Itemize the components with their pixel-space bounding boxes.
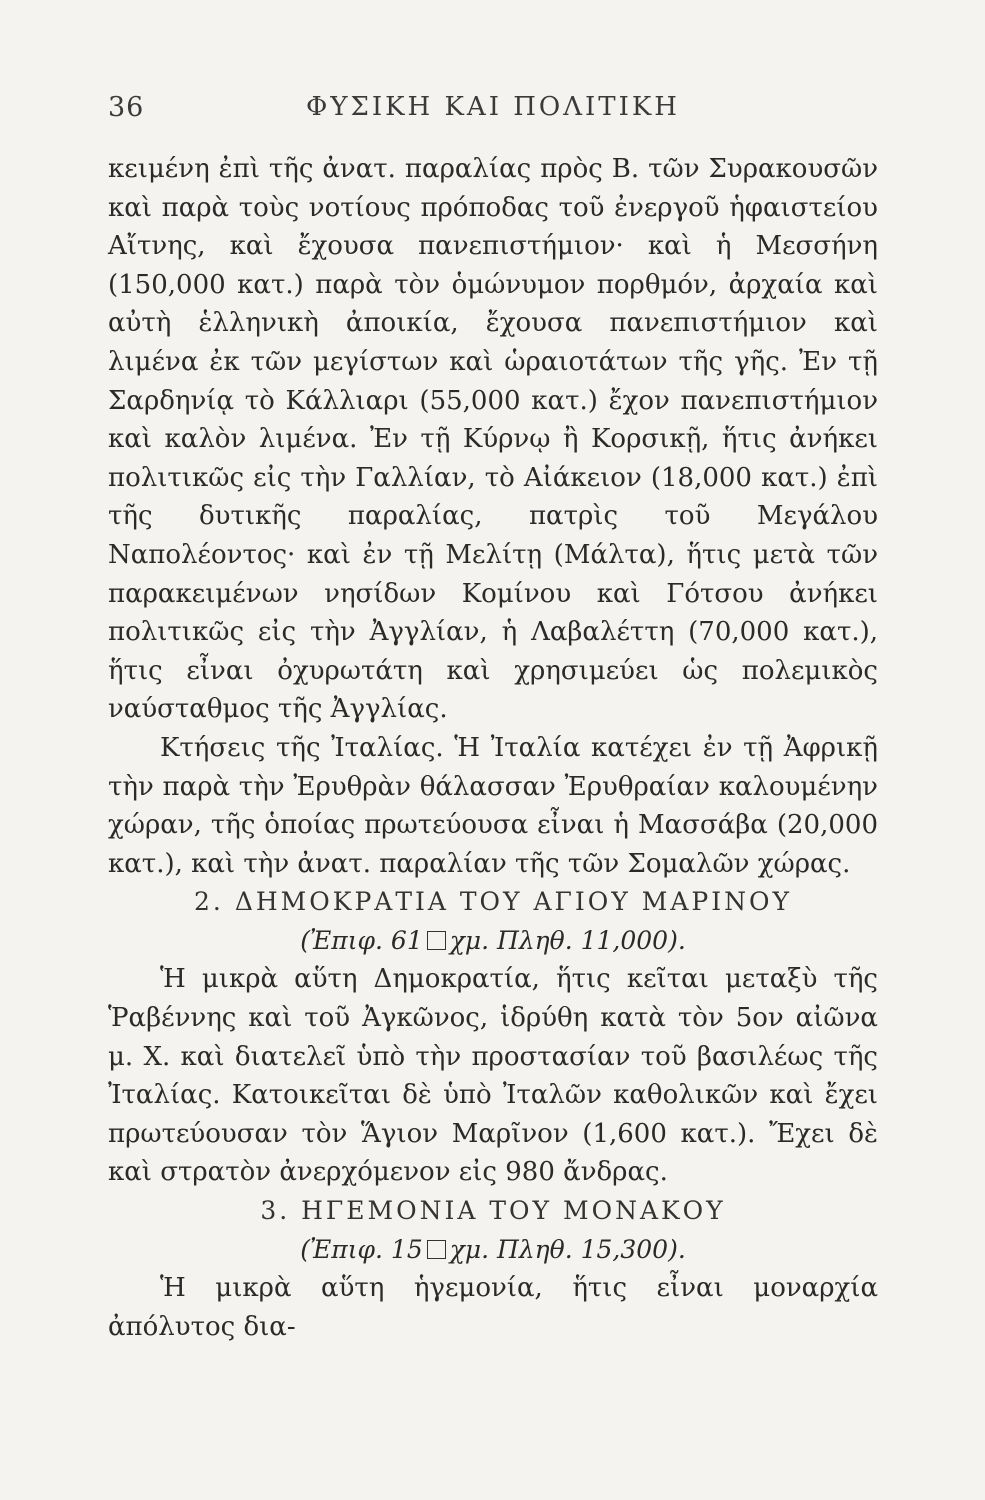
- page-header: [108, 92, 878, 132]
- stats-area: (Ἐπιφ. 15: [300, 1234, 423, 1264]
- stats-population: χμ. Πληθ. 11,000).: [449, 925, 686, 955]
- square-symbol-icon: [427, 931, 446, 950]
- stats-area: (Ἐπιφ. 61: [300, 925, 423, 955]
- paragraph-monaco: Ἡ μικρὰ αὕτη ἡγεμονία, ἥτις εἶναι μοναρχία ἀπόλυτος δια-: [108, 1273, 878, 1342]
- section-stats-san-marino: [108, 922, 878, 961]
- section-stats-monaco: [108, 1231, 878, 1270]
- stats-population: χμ. Πληθ. 15,300).: [449, 1234, 686, 1264]
- paragraph-san-marino: Ἡ μικρὰ αὕτη Δημοκρατία, ἥτις κεῖται μεταξὺ τῆς Ῥαβέννης καὶ τοῦ Ἀγκῶνος, ἱδρύθη κατὰ τὸν 5ον αἰῶνα μ. Χ. καὶ διατελεῖ ὑπὸ τὴν προστασίαν τοῦ βασιλέως τῆς Ἰταλίας. Κατοικεῖται δὲ ὑπὸ Ἰταλῶν καθολικῶν καὶ ἔχει πρωτεύουσαν τὸν Ἅγιον Μαρῖνον (1,600 κατ.). Ἔχει δὲ καὶ στρατὸν ἀνερχόμενον εἰς 980 ἄνδρας.: [108, 964, 878, 1188]
- section-heading-monaco: 3. ΗΓΕΜΟΝΙΑ ΤΟΥ ΜΟΝΑΚΟΥ: [260, 1196, 726, 1226]
- square-symbol-icon: [427, 1240, 446, 1259]
- paragraph-sicily-cities: κειμένη ἐπὶ τῆς ἀνατ. παραλίας πρὸς Β. τῶν Συρακουσῶν καὶ παρὰ τοὺς νοτίους πρόποδας τοῦ ἐνεργοῦ ἡφαιστείου Αἴτνης, καὶ ἔχουσα πανεπιστήμιον· καὶ ἡ Μεσσήνη (150,000 κατ.) παρὰ τὸν ὁμώνυμον πορθμόν, ἀρχαία καὶ αὐτὴ ἑλληνικὴ ἀποικία, ἔχουσα πανεπιστήμιον καὶ λιμένα ἐκ τῶν μεγίστων καὶ ὡραιοτάτων τῆς γῆς. Ἐν τῇ Σαρδηνίᾳ τὸ Κάλλιαρι (55,000 κατ.) ἔχον πανεπιστήμιον καὶ καλὸν λιμένα. Ἐν τῇ Κύρνῳ ἢ Κορσικῇ, ἥτις ἀνήκει πολιτικῶς εἰς τὴν Γαλλίαν, τὸ Αἰάκειον (18,000 κατ.) ἐπὶ τῆς δυτικῆς παραλίας, πατρὶς τοῦ Μεγάλου Ναπολέοντος· καὶ ἐν τῇ Μελίτῃ (Μάλτα), ἥτις μετὰ τῶν παρακειμένων νησίδων Κομίνου καὶ Γότσου ἀνήκει πολιτικῶς εἰς τὴν Ἀγγλίαν, ἡ Λαβαλέττη (70,000 κατ.), ἥτις εἶναι ὀχυρωτάτη καὶ χρησιμεύει ὡς πολεμικὸς ναύσταθμος τῆς Ἀγγλίας.: [108, 154, 878, 725]
- paragraph-italian-possessions: Κτήσεις τῆς Ἰταλίας. Ἡ Ἰταλία κατέχει ἐν τῇ Ἀφρικῇ τὴν παρὰ τὴν Ἐρυθρὰν θάλασσαν Ἐρυθραίαν καλουμένην χώραν, τῆς ὁποίας πρωτεύουσα εἶναι ἡ Μασσάβα (20,000 κατ.), καὶ τὴν ἀνατ. παραλίαν τῆς τῶν Σομαλῶν χώρας.: [108, 732, 878, 879]
- page-body: [108, 150, 878, 1346]
- page-number: 36: [108, 92, 145, 123]
- section-heading-san-marino: 2. ΔΗΜΟΚΡΑΤΙΑ ΤΟΥ ΑΓΙΟΥ ΜΑΡΙΝΟΥ: [194, 887, 792, 917]
- running-title: ΦΥΣΙΚΗ ΚΑΙ ΠΟΛΙΤΙΚΗ: [306, 92, 680, 122]
